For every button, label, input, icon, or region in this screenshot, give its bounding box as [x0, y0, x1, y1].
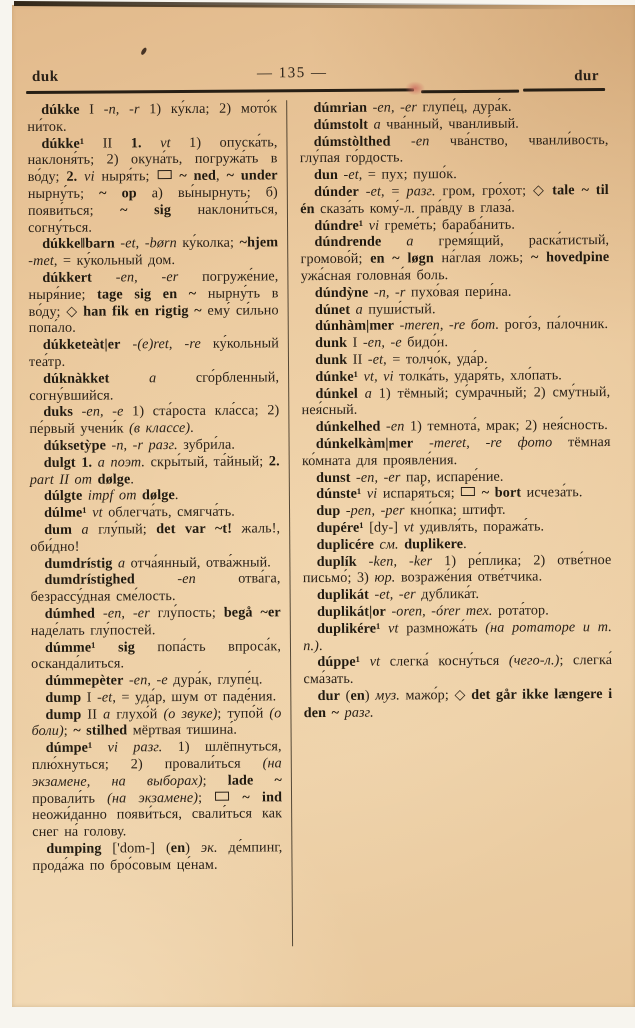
translation-text: бидо́н.: [401, 334, 449, 351]
dictionary-entry: [302, 484, 611, 503]
headword-or-phrase: ~hjem: [239, 234, 279, 251]
translation-text: слегка́ косну́ться: [380, 653, 509, 670]
translation-text: ужа́сная головна́я боль.: [300, 267, 449, 285]
grammar-label: a: [117, 554, 126, 571]
headword-or-phrase: en ~ løgn: [370, 250, 434, 267]
translation-text: (: [339, 687, 351, 704]
translation-text: сго́рбленный, согну́вшийся.: [29, 369, 280, 404]
translation-text: пухо́вая пери́на.: [405, 283, 512, 301]
translation-text: [381, 234, 406, 250]
translation-text: II: [81, 706, 104, 723]
translation-text: II: [347, 351, 368, 368]
headword-or-phrase: dúndrende: [314, 233, 382, 251]
grammar-label: (о боли): [31, 704, 282, 740]
headword-or-phrase: dun: [313, 167, 339, 184]
grammar-label: -en, -er: [115, 268, 179, 286]
headword-or-phrase: det går ikke længere i den ~: [303, 685, 613, 721]
headword-or-phrase: ~ hovedpine: [530, 249, 610, 266]
translation-text: , = ку́кольный дом.: [53, 252, 176, 270]
translation-text: 1) ста́роста кла́сса; 2) пе́рвый учени́к: [29, 402, 280, 438]
grammar-label: a: [81, 521, 89, 538]
translation-text: глу́пый;: [88, 521, 157, 538]
translation-text: , =: [380, 183, 407, 200]
translation-text: 1) ку́кла; 2) мото́к ни́ток.: [27, 100, 278, 135]
headword-or-phrase: duplikát|or: [316, 603, 386, 620]
grammar-label: a: [373, 116, 381, 133]
translation-text: глу́пость;: [149, 604, 224, 622]
dictionary-entry: [300, 115, 609, 134]
ink-speck: [140, 47, 148, 56]
headword-or-phrase: dumdrístig: [44, 554, 113, 572]
grammar-label: -en, -e: [128, 672, 168, 689]
translation-text: .: [130, 470, 135, 487]
dictionary-entry: [300, 232, 609, 285]
translation-text: I: [347, 334, 363, 351]
right-column: [299, 98, 612, 722]
headword-or-phrase: dúnkel: [315, 385, 358, 402]
dictionary-entry: [301, 333, 610, 352]
page-content: [9, 3, 635, 1009]
dictionary-entry: [303, 652, 612, 688]
translation-text: зубри́ла.: [177, 436, 236, 453]
headword-or-phrase: ~ ind: [242, 788, 283, 806]
translation-text: исчеза́ть.: [521, 484, 583, 501]
dictionary-entry: [27, 134, 278, 237]
translation-text: размножа́ть: [398, 619, 486, 637]
translation-text: отва́га, безрассу́дная сме́лость.: [30, 570, 281, 606]
dictionary-entry: [29, 335, 279, 370]
headword-or-phrase: dúnder: [314, 183, 359, 201]
dictionary-entry: [31, 705, 281, 740]
headword-or-phrase: dúlme¹: [43, 504, 87, 522]
dictionary-entry: [29, 369, 279, 404]
grammar-label: -et: [343, 166, 359, 184]
grammar-label: -en: [177, 571, 196, 588]
left-column: [27, 100, 282, 874]
headword-or-phrase: dúkkert: [42, 269, 93, 286]
headword-or-phrase: dúkketeàt|er: [42, 336, 121, 354]
page-paper: [12, 5, 635, 1007]
grammar-label: -(e)ret, -re: [132, 336, 201, 353]
pen-smudge: [405, 81, 425, 95]
translation-text: нырну́ть;: [27, 185, 100, 203]
translation-text: .: [190, 420, 194, 437]
headword-or-phrase: dúmmepèter: [45, 672, 124, 690]
headword-or-phrase: tale ~ til én: [300, 181, 609, 217]
translation-text: ['dom-] (: [101, 840, 171, 857]
header-rule-segment: [523, 88, 605, 91]
grammar-label: -ken, -ker: [368, 552, 433, 570]
translation-text: тёмная ко́мната для проявле́ния.: [301, 433, 611, 469]
headword-or-phrase: dúksetỳpe: [43, 437, 107, 454]
dictionary-entry: [28, 268, 278, 337]
translation-text: [92, 740, 107, 756]
translation-text: на́глая ложь;: [433, 249, 531, 267]
translation-text: ;: [198, 789, 215, 806]
headword-or-phrase: det var ~t!: [156, 520, 233, 538]
grammar-label: -et, -er: [374, 586, 416, 603]
headword-or-phrase: dúnkelhed: [315, 418, 381, 436]
dictionary-entry: [27, 100, 277, 135]
headword-or-phrase: dúmhed: [44, 605, 96, 622]
headword-or-phrase: 2.: [268, 453, 280, 470]
translation-text: [413, 435, 429, 451]
headword-or-phrase: dúnkelkàm|mer: [315, 435, 414, 452]
phrase-box-symbol: [215, 791, 229, 800]
headword-or-phrase: dúndre¹: [314, 217, 364, 234]
grammar-label: (на ротаторе и т. п.): [303, 618, 612, 654]
grammar-label: vi: [368, 217, 380, 234]
translation-text: а) вы́нырнуть; б) появи́ться;: [27, 184, 278, 219]
translation-text: 1) опуска́ть, наклоня́ть; 2) окуна́ть, погружа́ть в во́ду;: [27, 133, 278, 186]
translation-text: ; тупо́й: [217, 705, 270, 722]
grammar-label: a: [364, 385, 373, 402]
phrase-box-symbol: [461, 487, 475, 496]
translation-text: мёртвая тишина́.: [127, 722, 238, 739]
grammar-label: -et: [367, 351, 384, 368]
dictionary-entry: [32, 739, 283, 842]
translation-text: нырну́ть в во́ду; ◇: [28, 285, 279, 320]
translation-text: , = толчо́к, уда́р.: [383, 350, 488, 368]
headword-or-phrase: duplík: [316, 553, 357, 570]
headword-or-phrase: dúppe¹: [317, 654, 361, 671]
translation-text: отча́янный, отва́жный.: [125, 553, 271, 571]
translation-text: мажо́р; ◇: [399, 686, 472, 704]
dictionary-entry: [303, 602, 612, 621]
translation-text: 1) шлёпнуться, плю́хнуться; 2) провали́ться: [31, 738, 282, 774]
grammar-label: разг.: [406, 183, 436, 200]
translation-text: [92, 269, 116, 285]
grammar-label: a: [103, 706, 111, 723]
translation-text: .: [318, 637, 323, 654]
headword-or-phrase: 1.: [130, 134, 161, 151]
headword-or-phrase: dulgt: [43, 454, 76, 471]
page-number: — 135 —: [256, 64, 328, 82]
grammar-label: -en, -er: [372, 99, 418, 116]
headword-or-phrase: dumping: [46, 840, 102, 858]
translation-text: удивля́ть, поража́ть.: [413, 518, 545, 536]
headword-or-phrase: ~ op: [99, 185, 137, 202]
dictionary-entry: [302, 518, 611, 537]
grammar-label: -meren, -re бот.: [399, 317, 500, 334]
headword-or-phrase: dúmstolt: [313, 116, 369, 133]
grammar-label: vt: [369, 653, 381, 670]
grammar-label: см.: [379, 536, 399, 553]
headword-or-phrase: dúknàkket: [43, 370, 110, 387]
translation-text: глухо́й: [110, 705, 164, 723]
headword-or-phrase: en: [170, 840, 186, 857]
column-divider-rule: [286, 100, 293, 946]
headword-or-phrase: ~ sig: [120, 201, 172, 219]
headword-or-phrase: 1.: [81, 454, 93, 471]
translation-text: рого́з, па́лочник.: [499, 316, 609, 334]
headword-or-phrase: dur: [317, 687, 341, 704]
headword-or-phrase: dúmstòlthed: [313, 133, 391, 150]
running-head-left: duk: [31, 68, 59, 86]
translation-text: II: [84, 134, 131, 152]
headword-or-phrase: dunk: [315, 351, 348, 369]
grammar-label: -met: [28, 253, 54, 270]
grammar-label: vt, vi: [363, 368, 394, 385]
grammar-label: part II om: [29, 471, 93, 488]
grammar-label: -n, -r разг.: [111, 436, 178, 454]
headword-or-phrase: lade ~: [227, 772, 282, 789]
dictionary-entry: [300, 182, 609, 218]
grammar-label: -meret, -re фото: [429, 434, 553, 452]
headword-or-phrase: ~ under: [226, 167, 278, 184]
translation-text: ку́колка;: [176, 234, 240, 252]
translation-text: кно́пка; штифт.: [404, 501, 506, 519]
headword-or-phrase: dump: [45, 706, 82, 723]
translation-text: неожи́данно появи́ться, свали́ться как снег на́ голову.: [32, 805, 283, 841]
translation-text: 1) ре́плика; 2) отве́тное письмо́; 3): [302, 551, 612, 587]
translation-text: .: [463, 535, 467, 552]
translation-text: гром, гро́хот; ◇: [435, 182, 553, 200]
translation-text: наде́лать глу́постей.: [30, 621, 156, 639]
headword-or-phrase: dúnste¹: [316, 486, 362, 503]
headword-or-phrase: duplikere: [404, 535, 464, 553]
headword-or-phrase: dølge: [97, 470, 131, 488]
translation-text: толка́ть, ударя́ть, хло́пать.: [393, 367, 562, 385]
grammar-label: -oren, -órer тех.: [391, 602, 493, 620]
dictionary-entry: [300, 132, 609, 168]
translation-text: 1) тёмный; су́мрачный; 2) сму́тный, нея́сный.: [301, 383, 611, 419]
grammar-label: -en, -e: [81, 403, 124, 421]
dictionary-entry: [30, 520, 280, 555]
dictionary-entry: [29, 403, 279, 438]
grammar-label: (о звуке): [163, 705, 218, 722]
grammar-label: юр.: [374, 569, 396, 586]
translation-text: пар, испаре́ние.: [400, 468, 504, 485]
dictionary-entry: [303, 552, 612, 588]
grammar-label: a: [355, 301, 363, 318]
grammar-label: (на экзамене): [107, 789, 199, 807]
grammar-label: -pen, -per: [345, 502, 405, 519]
grammar-label: vt: [388, 620, 399, 637]
headword-or-phrase: dúmpe¹: [45, 739, 93, 757]
dictionary-entry: [28, 235, 278, 270]
grammar-label: (чего-л.): [508, 652, 560, 670]
translation-text: наклони́ться, согну́ться.: [27, 201, 278, 236]
translation-text: чва́нство, чванли́вость, глу́пая го́рдость.: [299, 131, 609, 167]
translation-text: скры́тый, та́йный;: [144, 453, 269, 470]
headword-or-phrase: 2.: [66, 168, 85, 185]
translation-text: провали́ть: [31, 790, 108, 807]
grammar-label: -en, -er: [355, 468, 401, 486]
dictionary-entry: [303, 619, 612, 655]
headword-or-phrase: dúnke¹: [315, 368, 359, 385]
dictionary-entry: [301, 384, 610, 420]
headword-or-phrase: ~ ned: [179, 167, 217, 185]
dictionary-entry: [32, 839, 282, 874]
translation-text: , = уда́р, шум от паде́ния.: [112, 688, 277, 706]
headword-or-phrase: duplicére: [316, 536, 375, 553]
grammar-label: разг.: [344, 704, 374, 721]
dictionary-entry: [30, 503, 280, 522]
headword-or-phrase: dum: [44, 521, 73, 538]
headword-or-phrase: ~ stilhed: [73, 722, 128, 740]
grammar-label: эк.: [200, 839, 218, 856]
headword-or-phrase: dúnhàm|mer: [314, 317, 395, 335]
grammar-label: -en: [385, 418, 405, 435]
grammar-label: муз.: [375, 687, 400, 704]
headword-or-phrase: dúkke: [41, 101, 80, 118]
grammar-label: impf om: [87, 487, 137, 504]
dictionary-entry: [30, 453, 280, 488]
grammar-label: -et, -børn: [120, 235, 177, 252]
dictionary-entry: [31, 671, 281, 690]
headword-or-phrase: han fik en rigtig ~: [83, 302, 202, 320]
dictionary-entry: [303, 535, 612, 554]
headword-or-phrase: dup: [316, 503, 341, 520]
two-column-text: [27, 98, 614, 948]
headword-or-phrase: duplikát: [316, 586, 370, 604]
translation-text: гремя́щий, раска́тистый, громово́й;: [300, 232, 610, 268]
translation-text: .: [174, 487, 179, 504]
headword-or-phrase: dupére¹: [316, 519, 364, 536]
headword-or-phrase: duks: [43, 404, 73, 421]
dictionary-entry: [303, 585, 612, 604]
headword-or-phrase: duplikére¹: [317, 620, 381, 637]
translation-text: возраже́ния отве́тчика.: [395, 568, 543, 586]
dictionary-entry: [301, 367, 610, 386]
translation-text: погруже́ние, ныря́ние;: [28, 268, 279, 303]
translation-text: ку́кольный теа́тр.: [28, 335, 279, 371]
dictionary-entry: [301, 316, 610, 335]
dictionary-entry: [30, 487, 280, 506]
translation-text: ныря́ть;: [94, 168, 157, 185]
dictionary-entry: [304, 686, 613, 722]
translation-text: жаль!, оби́дно!: [30, 520, 281, 555]
translation-text: глупе́ц, дура́к.: [416, 98, 512, 116]
grammar-label: vt: [403, 519, 415, 536]
headword-or-phrase: dúndỳne: [314, 284, 369, 301]
translation-text: ): [364, 687, 376, 704]
dictionary-entry: [302, 417, 611, 436]
dictionary-entry: [302, 434, 611, 470]
dictionary-entry: [299, 98, 608, 117]
translation-text: ;: [202, 772, 228, 789]
grammar-label: -n, -r: [103, 101, 140, 118]
dictionary-entry: [30, 436, 280, 455]
translation-text: дублика́т.: [415, 586, 480, 603]
translation-text: дура́к, глупе́ц.: [167, 671, 263, 689]
header-rule-segment: [26, 88, 414, 93]
grammar-label: vi: [84, 168, 95, 185]
grammar-label: -en: [410, 132, 430, 149]
grammar-label: a: [148, 369, 157, 386]
translation-text: ; слегка́ сма́зать.: [303, 652, 613, 688]
grammar-label: vt: [92, 504, 103, 521]
translation-text: I: [79, 101, 104, 118]
headword-or-phrase: tage sig en ~: [97, 285, 197, 303]
translation-text: ,: [215, 167, 227, 184]
translation-text: [135, 571, 178, 587]
translation-text: попа́сть впроса́к, осканда́литься.: [31, 637, 282, 673]
translation-text: сказа́ть кому́-л. пра́вду в глаза́.: [314, 199, 515, 217]
dictionary-entry: [300, 165, 609, 184]
dictionary-entry: [301, 350, 610, 369]
headword-or-phrase: dunk: [315, 334, 348, 352]
translation-text: [357, 553, 369, 569]
dictionary-entry: [31, 604, 281, 639]
phrase-box-symbol: [157, 170, 171, 179]
grammar-label: vi: [366, 485, 378, 503]
grammar-label: -en, -e: [362, 334, 402, 351]
translation-text: ): [185, 839, 201, 857]
translation-text: испаря́ться;: [377, 485, 461, 502]
grammar-label: vt: [160, 134, 171, 151]
headword-or-phrase: dúkke‖barn: [42, 235, 115, 253]
translation-text: ;: [63, 723, 74, 740]
translation-text: [360, 654, 370, 670]
grammar-label: -n, -r: [373, 284, 406, 301]
translation-text: [390, 133, 411, 149]
dictionary-entry: [31, 638, 281, 673]
headword-or-phrase: en: [350, 687, 365, 704]
headword-or-phrase: dúkke¹: [41, 135, 85, 152]
translation-text: греме́ть; бараба́нить.: [379, 216, 516, 234]
grammar-label: (на экзамене, на выборах): [31, 755, 282, 790]
dictionary-entry: [301, 283, 610, 302]
translation-text: [dy-]: [363, 519, 404, 536]
translation-text: облегча́ть, смягча́ть.: [102, 503, 235, 521]
translation-text: [230, 789, 242, 805]
headword-or-phrase: dúmrian: [313, 99, 368, 117]
translation-text: ему́ си́льно попа́ло.: [28, 301, 279, 337]
translation-text: [120, 336, 132, 352]
grammar-label: -et: [365, 183, 382, 200]
running-head-right: dur: [574, 68, 600, 85]
translation-text: пуши́стый.: [362, 300, 436, 318]
headword-or-phrase: dølge: [141, 487, 175, 504]
headword-or-phrase: dúlgte: [43, 488, 83, 505]
translation-text: , = пух; пушо́к.: [358, 166, 457, 183]
dictionary-entry: [31, 688, 281, 707]
translation-text: рота́тор.: [492, 602, 549, 619]
grammar-label: vi разг.: [107, 739, 163, 756]
headword-or-phrase: dunst: [316, 469, 351, 486]
grammar-label: a: [406, 233, 414, 250]
translation-text: I: [81, 689, 98, 706]
headword-or-phrase: dumdrístighed: [44, 571, 135, 589]
headword-or-phrase: dúnet: [314, 301, 351, 318]
headword-or-phrase: ~ bort: [481, 484, 522, 502]
translation-text: чва́нный, чванли́вый.: [380, 115, 519, 133]
translation-text: 1) темнота́, мрак; 2) нея́сность.: [404, 417, 608, 435]
grammar-label: a поэт.: [97, 453, 146, 471]
dictionary-entry: [302, 501, 611, 520]
headword-or-phrase: dúmme¹ sig: [44, 638, 135, 656]
grammar-label: -et: [96, 689, 113, 706]
grammar-label: -en, -er: [102, 605, 150, 622]
dictionary-entry: [30, 571, 280, 606]
translation-text: де́мпинг, прода́жа по бро́совым це́нам.: [32, 839, 283, 874]
headword-or-phrase: dump: [45, 689, 82, 706]
header-rule-segment: [421, 90, 519, 93]
grammar-label: (в классе): [129, 420, 191, 437]
headword-or-phrase: begå ~er: [223, 604, 281, 621]
translation-text: [109, 370, 149, 386]
